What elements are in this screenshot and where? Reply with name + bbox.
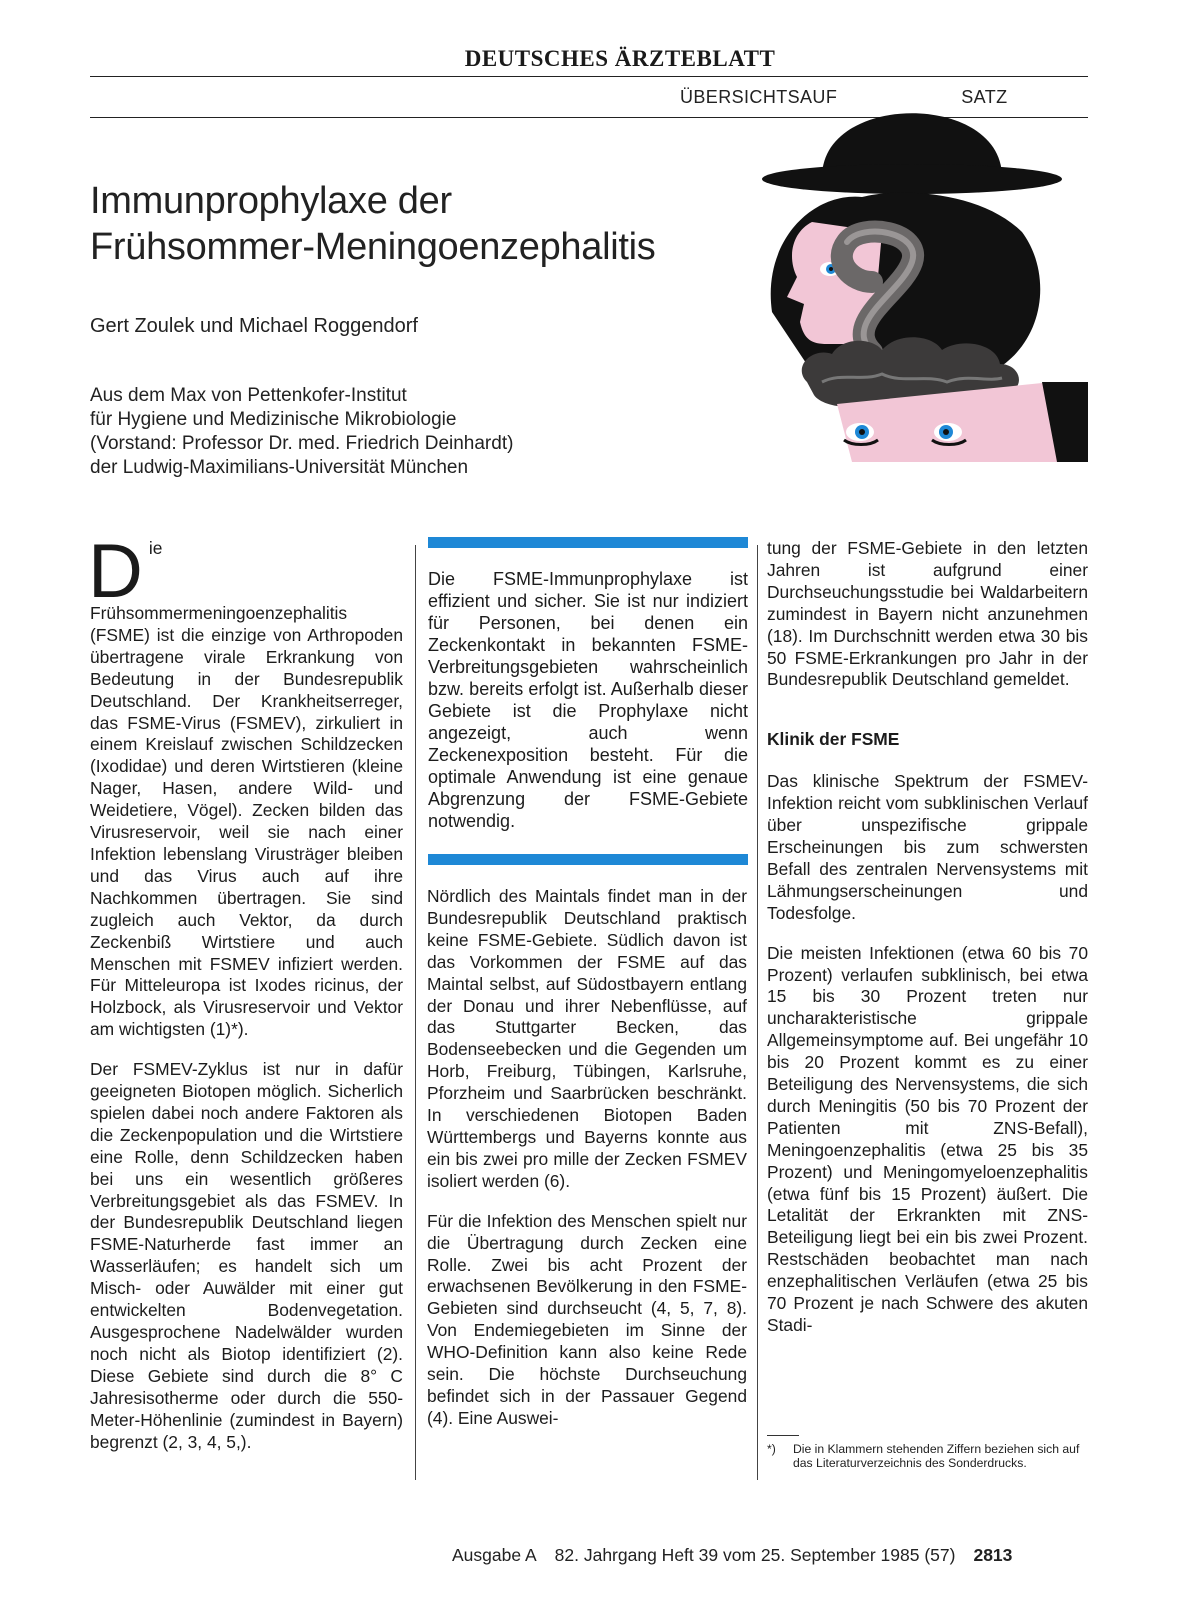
paragraph: Für die Infektion des Menschen spielt nur die Übertragung durch Zecken eine Rolle. Zwei bis acht Prozent der erwachsenen Bevölkerung in den FSME-Gebieten sind durchseucht (4, 5, 7, 8). Von Endemiegebieten im Sinne der WHO-Definition kann also keine Rede sein. Die höchste Durchseuchung befindet sich in der Passauer Gegend (4). Eine Auswei- <box>427 1210 747 1428</box>
affiliation-line: für Hygiene und Medizinische Mikrobiologie <box>90 409 457 430</box>
column-3 <box>767 538 1088 1355</box>
paragraph: Der FSMEV-Zyklus ist nur in dafür geeigneten Biotopen möglich. Sicherlich spielen dabei noch andere Faktoren als die Zeckenpopulation und die Wirtstiere eine Rolle, denn Schildzecken haben bei uns ein wesentlich größeres Verbreitungsgebiet als das FSMEV. In der Bundesrepublik Deutschland liegen FSME-Naturherde fast immer an Wasserläufen; es handelt sich um Misch- oder Auwälder mit einer gut entwickelten Bodenvegetation. Ausgesprochene Nadelwälder wurden noch nicht als Biotop identifiziert (2). Diese Gebiete sind durch die 8° C Jahresisotherme oder durch die 550-Meter-Höhenlinie (zumindest in Bayern) begrenzt (2, 3, 4, 5,). <box>90 1059 403 1452</box>
footer-edition: Ausgabe A <box>452 1545 537 1565</box>
page-number: 2813 <box>973 1545 1013 1565</box>
affiliation <box>90 384 650 480</box>
authors: Gert Zoulek und Michael Roggendorf <box>90 315 418 337</box>
title-line-2: Frühsommer-Meningoenzephalitis <box>90 226 656 268</box>
header-rule <box>90 76 1088 77</box>
paragraph: Die Frühsommermeningoenzephalitis (FSME) ist die einzige von Arthropoden übertragene virale Erkrankung von Bedeutung in der Bundesrepublik Deutschland. Der Krankheitserreger, das FSME-Virus (FSMEV), zirkuliert in einem Kreislauf zwischen Schildzecken (Ixodidae) und deren Wirtstieren (kleine Nager, Hasen, andere Wild- und Weidetiere, Vögel). Zecken bilden das Virusreservoir, weil sie nach einer Infektion lebenslang Virusträger bleiben und das Virus auch auf ihre Nachkommen übertragen. Sie sind zugleich auch Vektor, da durch Zeckenbiß Wirtstiere und auch Menschen mit FSMEV infiziert werden. Für Mitteleuropa ist Ixodes ricinus, der Holzbock, als Virusreservoir und Vektor am wichtigsten (1)*). <box>88 529 403 1040</box>
bowler-hat-illustration <box>752 82 1088 482</box>
column-2 <box>427 886 747 1448</box>
paragraph: Die meisten Infektionen (etwa 60 bis 70 Prozent) verlaufen subklinisch, bei etwa 15 bis 30 Prozent treten nur uncharakteristische grippale Allgemeinsymptome auf. Bei ungefähr 10 bis 20 Prozent kommt es zu einer Beteiligung des Nervensystems, die sich durch Meningitis (50 bis 70 Prozent der Patienten mit ZNS-Befall), Meningoenzephalitis (etwa 25 bis 35 Prozent) und Meningomyeloenzephalitis (etwa fünf bis 15 Prozent) äußert. Die Letalität der Erkrankten mit ZNS-Beteiligung liegt bei ein bis zwei Prozent. Restschäden beobachtet man nach enzephalitischen Verläufen (etwa 25 bis 70 Prozent je nach Schwere des akuten Stadi- <box>767 942 1088 1335</box>
footnote <box>767 1442 1087 1470</box>
subheading: Klinik der FSME <box>767 729 900 750</box>
column-1 <box>88 529 403 1471</box>
page-footer <box>452 1545 1012 1566</box>
paragraph: tung der FSME-Gebiete in den letzten Jahren ist aufgrund einer Durchseuchungsstudie bei Waldarbeitern zumindest in Bayern nicht anzunehmen (18). Im Durchschnitt werden etwa 30 bis 50 FSME-Erkrankungen pro Jahr in der Bundesrepublik Deutschland gemeldet. <box>767 538 1088 690</box>
footer-issue: 82. Jahrgang Heft 39 vom 25. September 1985 (57) <box>554 1545 956 1565</box>
affiliation-line: (Vorstand: Professor Dr. med. Friedrich Deinhardt) <box>90 433 514 454</box>
column-divider <box>415 545 416 1480</box>
summary-box: Die FSME-Immunprophylaxe ist effizient und sicher. Sie ist nur indiziert für Personen, bei denen ein Zeckenkontakt in bekannten FSME-Verbreitungsgebieten wahrscheinlich bzw. bereits erfolgt ist. Außerhalb dieser Gebiete ist die Prophylaxe nicht angezeigt, auch wenn Zeckenexposition besteht. Für die optimale Anwendung ist eine genaue Abgrenzung der FSME-Gebiete notwendig. <box>428 569 748 831</box>
footnote-text: Die in Klammern stehenden Ziffern beziehen sich auf das Literaturverzeichnis des Sonderdrucks. <box>793 1442 1080 1470</box>
footnote-rule <box>767 1435 799 1436</box>
footnote-mark: *) <box>767 1442 776 1456</box>
section-label-right: SATZ <box>961 87 1008 107</box>
paragraph: Das klinische Spektrum der FSMEV-Infektion reicht vom subklinischen Verlauf über unspezifische grippale Erscheinungen bis zum schwersten Befall des zentralen Nervensystems mit Lähmungserscheinungen und Todesfolge. <box>767 771 1088 923</box>
affiliation-line: der Ludwig-Maximilians-Universität München <box>90 457 469 478</box>
masthead: DEUTSCHES ÄRZTEBLATT <box>464 46 776 71</box>
drop-cap: D <box>88 529 143 614</box>
paragraph: Nördlich des Maintals findet man in der Bundesrepublik Deutschland praktisch keine FSME-Gebiete. Südlich davon ist das Vorkommen der FSME auf das Maintal selbst, auf Südostbayern entlang der Donau und ihrer Nebenflüsse, auf das Stuttgarter Becken, das Bodenseebecken und die Gegenden um Horb, Freiburg, Tübingen, Karlsruhe, Pforzheim und Saarbrücken beschränkt. In verschiedenen Biotopen Baden Württembergs und Bayerns konnte aus ein bis zwei pro mille der Zecken FSMEV isoliert werden (6). <box>427 886 747 1191</box>
summary-bar-top <box>428 537 748 548</box>
hat-brim <box>762 164 1062 194</box>
column-divider <box>757 545 758 1480</box>
title-line-1: Immunprophylaxe der <box>90 180 452 222</box>
affiliation-line: Aus dem Max von Pettenkofer-Institut <box>90 385 407 406</box>
article-title <box>90 178 730 270</box>
section-label-left: ÜBERSICHTSAUF <box>680 87 838 107</box>
summary-bar-bottom <box>428 854 748 865</box>
